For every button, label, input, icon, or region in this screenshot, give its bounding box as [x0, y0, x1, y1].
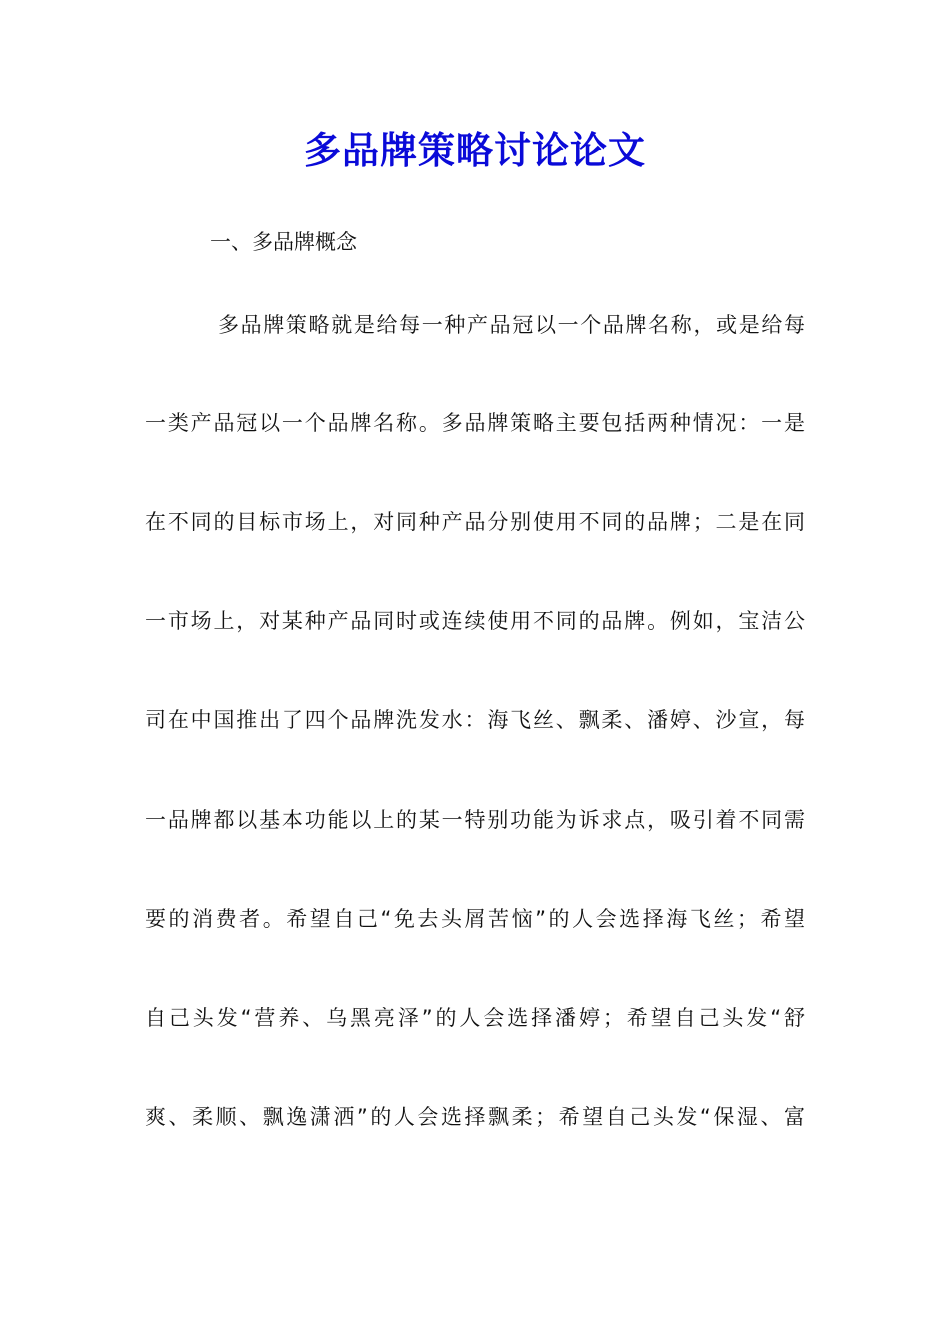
paragraph-line: 一品牌都以基本功能以上的某一特别功能为诉求点，吸引着不同需 — [145, 808, 805, 832]
section-heading: 一、多品牌概念 — [210, 230, 357, 254]
paragraph-line: 一类产品冠以一个品牌名称。多品牌策略主要包括两种情况：一是 — [145, 411, 805, 435]
paragraph-line: 司在中国推出了四个品牌洗发水：海飞丝、飘柔、潘婷、沙宣，每 — [145, 708, 805, 732]
paragraph-line: 自己头发“营养、乌黑亮泽”的人会选择潘婷；希望自己头发“舒 — [145, 1006, 805, 1030]
paragraph-line: 爽、柔顺、飘逸潇洒”的人会选择飘柔；希望自己头发“保湿、富 — [145, 1105, 805, 1129]
paragraph-line: 在不同的目标市场上，对同种产品分别使用不同的品牌；二是在同 — [145, 510, 805, 534]
document-title: 多品牌策略讨论论文 — [304, 128, 646, 172]
paragraph-line: 一市场上，对某种产品同时或连续使用不同的品牌。例如，宝洁公 — [145, 609, 805, 633]
paragraph-line: 要的消费者。希望自己“免去头屑苦恼”的人会选择海飞丝；希望 — [145, 907, 805, 931]
paragraph-line: 多品牌策略就是给每一种产品冠以一个品牌名称，或是给每 — [218, 313, 805, 337]
